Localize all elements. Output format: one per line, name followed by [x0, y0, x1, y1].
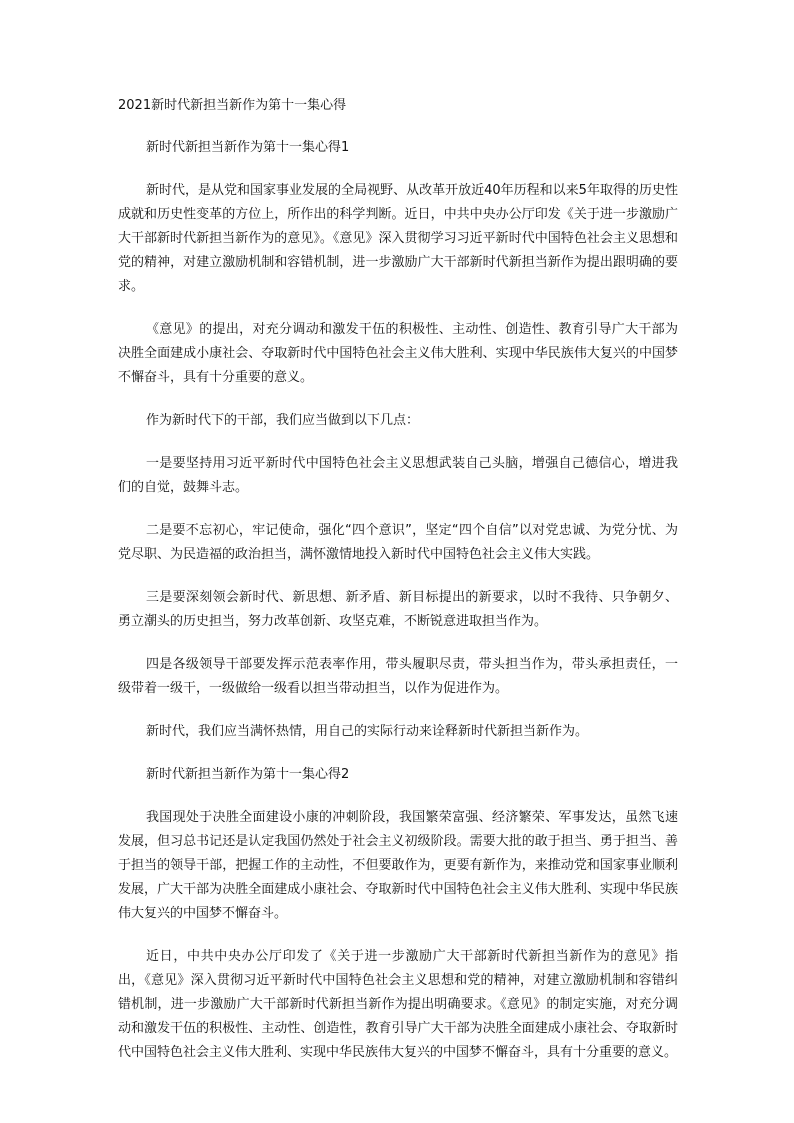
section-heading-1: 新时代新担当新作为第十一集心得1 [146, 140, 350, 155]
paragraph: 新时代，我们应当满怀热情，用自己的实际行动来诠释新时代新担当新作为。 [146, 724, 589, 739]
paragraph: 我国现处于决胜全面建设小康的冲刺阶段，我国繁荣富强、经济繁荣、军事发达，虽然飞速发展，但习总书记还是认定我国仍然处于社会主义初级阶段。需要大批的敢于担当、勇于担当、善于担当的领导干部，把握工作的主动性，不但要敢作为，更要有新作为，来推动党和国家事业顺利发展，广大干部为决胜全面建成小康社会、夺取新时代中国特色社会主义伟大胜利、实现中华民族伟大复兴的中国梦不懈奋斗。 [118, 810, 678, 921]
paragraph: 《意见》的提出，对充分调动和激发干伍的积极性、主动性、创造性、教育引导广大干部为决胜全面建成小康社会、夺取新时代中国特色社会主义伟大胜利、实现中华民族伟大复兴的中国梦不懈奋斗，具有十分重要的意义。 [118, 322, 678, 385]
paragraph: 二是要不忘初心，牢记使命，强化“四个意识”，坚定“四个自信”以对党忠诚、为党分忧、为党尽职、为民造福的政治担当，满怀激情地投入新时代中国特色社会主义伟大实践。 [118, 523, 678, 562]
paragraph: 近日，中共中央办公厅印发了《关于进一步激励广大干部新时代新担当新作为的意见》指出，《意见》深入贯彻习近平新时代中国特色社会主义思想和党的精神，对建立激励机制和容错纠错机制，进一步激励广大干部新时代新担当新作为提出明确要求。《意见》的制定实施，对充分调动和激发干伍的积极性、主动性、创造性，教育引导广大干部为决胜全面建成小康社会、夺取新时代中国特色社会主义伟大胜利、实现中华民族伟大复兴的中国梦不懈奋斗，具有十分重要的意义。 [118, 949, 678, 1060]
paragraph: 新时代，是从党和国家事业发展的全局视野、从改革开放近40年历程和以来5年取得的历史性成就和历史性变革的方位上，所作出的科学判断。近日，中共中央办公厅印发《关于进一步激励广大干部新时代新担当新作为的意见》。《意见》深入贯彻学习习近平新时代中国特色社会主义思想和党的精神，对建立激励机制和容错机制，进一步激励广大干部新时代新担当新作为提出跟明确的要求。 [118, 183, 678, 294]
paragraph: 作为新时代下的干部，我们应当做到以下几点： [146, 413, 420, 428]
paragraph: 一是要坚持用习近平新时代中国特色社会主义思想武装自己头脑，增强自己德信心，增进我们的自觉，鼓舞斗志。 [118, 456, 678, 495]
document-title: 2021新时代新担当新作为第十一集心得 [118, 98, 347, 113]
paragraph: 四是各级领导干部要发挥示范表率作用，带头履职尽责，带头担当作为，带头承担责任，一级带着一级干，一级做给一级看以担当带动担当，以作为促进作为。 [118, 657, 678, 696]
section-heading-2: 新时代新担当新作为第十一集心得2 [146, 767, 350, 782]
paragraph: 三是要深刻领会新时代、新思想、新矛盾、新目标提出的新要求，以时不我待、只争朝夕、勇立潮头的历史担当，努力改革创新、攻坚克难，不断锐意进取担当作为。 [118, 590, 678, 629]
document-page [118, 94, 678, 1084]
